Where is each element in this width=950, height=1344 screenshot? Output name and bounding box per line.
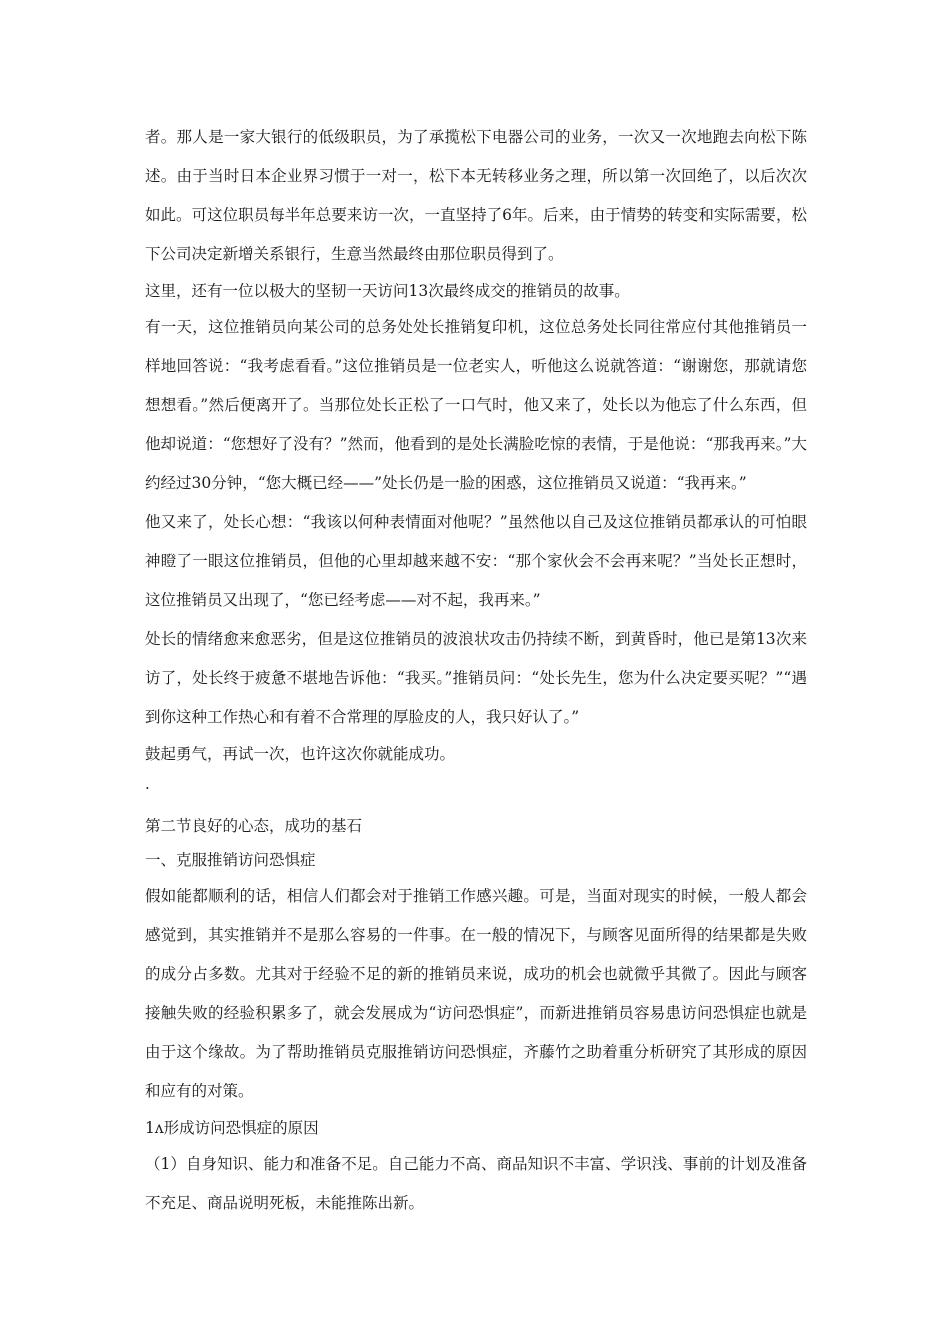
bullet-dot: ·: [145, 779, 150, 797]
paragraph-encouragement: 鼓起勇气，再试一次，也许这次你就能成功。: [145, 745, 456, 763]
paragraph-matsushita-story: 者。那人是一家大银行的低级职员，为了承揽松下电器公司的业务，一次又一次地跑去向松下陈述。由于当时日本企业界习惯于一对一，松下本无转移业务之理，所以第一次回绝了，以后次次如此。可这位职员每半年总要来访一次，一直坚持了6年。后来，由于情势的转变和实际需要，松下公司决定新增关系银行，生意当然最终由那位职员得到了。: [145, 128, 807, 263]
paragraph-thirteenth-visit: 处长的情绪愈来愈恶劣，但是这位推销员的波浪状攻击仍持续不断，到黄昏时，他已是第13次来访了，处长终于疲惫不堪地告诉他：“我买。”推销员问：“处长先生，您为什么决定要买呢？”“遇到你这种工作热心和有着不合常理的厚脸皮的人，我只好认了。”: [145, 630, 807, 726]
document-body: [145, 118, 807, 1223]
subsection-heading: 一、克服推销访问恐惧症: [145, 851, 316, 869]
list-heading-causes: 1ʌ形成访问恐惧症的原因: [145, 1119, 319, 1137]
paragraph-visit-fear: 假如能都顺利的话，相信人们都会对于推销工作感兴趣。可是，当面对现实的时候，一般人都会感觉到，其实推销并不是那么容易的一件事。在一般的情况下，与顾客见面所得的结果都是失败的成分占多数。尤其对于经验不足的新的推销员来说，成功的机会也就微乎其微了。因此与顾客接触失败的经验积累多了，就会发展成为“访问恐惧症”，而新进推销员容易患访问恐惧症也就是由于这个缘故。为了帮助推销员克服推销访问恐惧症，齐藤竹之助着重分析研究了其形成的原因和应有的对策。: [145, 887, 807, 1100]
paragraph-copier-story: 有一天，这位推销员向某公司的总务处处长推销复印机，这位总务处长同往常应付其他推销员一样地回答说：“我考虑看看。”这位推销员是一位老实人，听他这么说就答道：“谢谢您，那就请您想想看。”然后便离开了。当那位处长正松了一口气时，他又来了，处长以为他忘了什么东西，但他却说道：“您想好了没有？”然而，他看到的是处长满脸吃惊的表情，于是他说：“那我再来。”大约经过30分钟，“您大概已经——”处长仍是一脸的困惑，这位推销员又说道：“我再来。”: [145, 318, 807, 492]
paragraph-manager-thoughts: 他又来了，处长心想：“我该以何种表情面对他呢？”虽然他以自己及这位推销员都承认的可怕眼神瞪了一眼这位推销员，但他的心里却越来越不安：“那个家伙会不会再来呢？”当处长正想时，这位推销员又出现了，“您已经考虑——对不起，我再来。”: [145, 513, 807, 609]
list-item-cause-1: （1）自身知识、能力和准备不足。自己能力不高、商品知识不丰富、学识浅、事前的计划及准备不充足、商品说明死板，未能推陈出新。: [145, 1155, 807, 1212]
section-heading: 第二节良好的心态，成功的基石: [145, 817, 363, 835]
paragraph-13-visits-intro: 这里，还有一位以极大的坚韧一天访问13次最终成交的推销员的故事。: [145, 282, 630, 300]
